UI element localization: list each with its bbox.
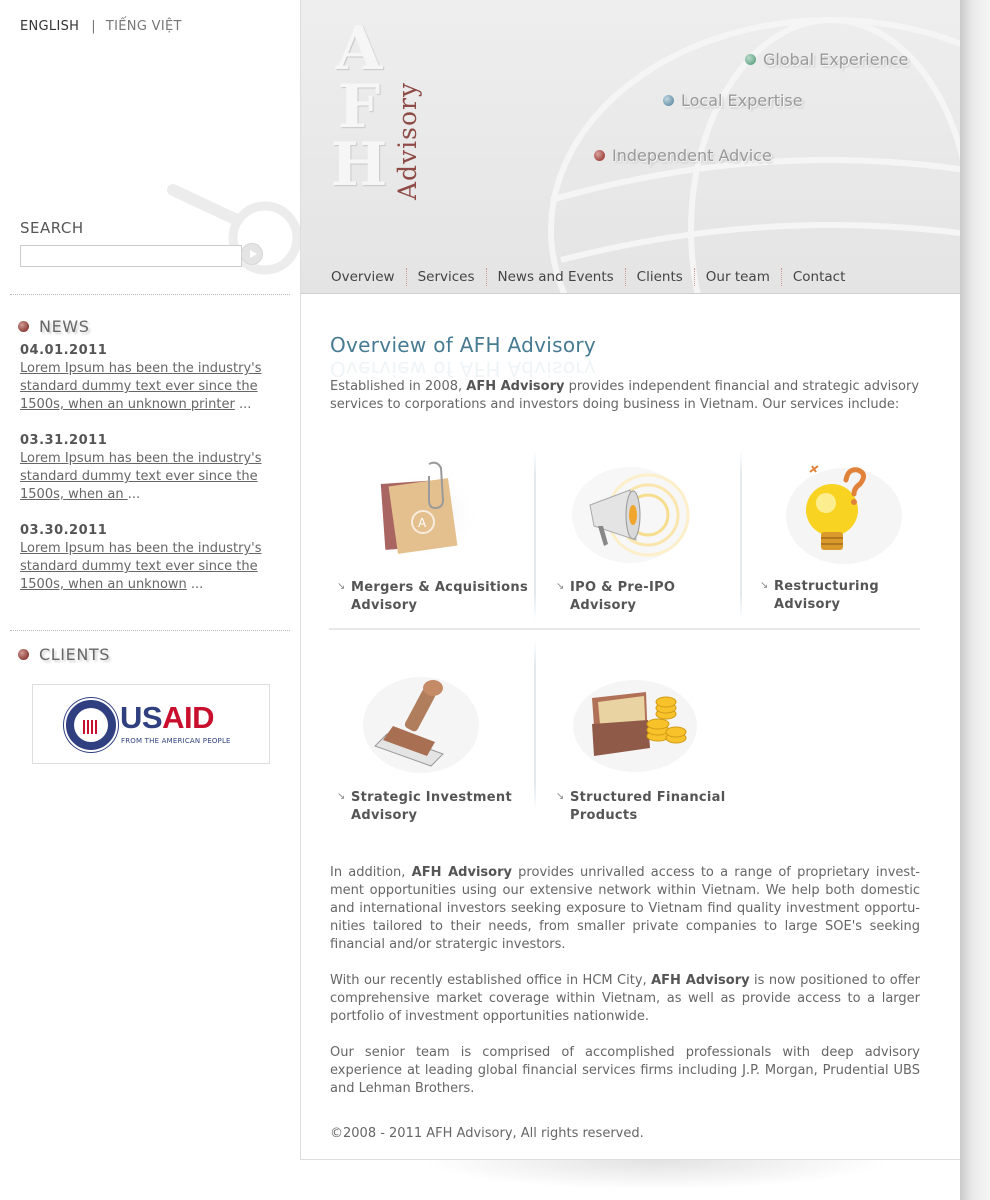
- bullet-icon: [663, 95, 674, 106]
- folder-coins-icon: [570, 674, 700, 784]
- megaphone-icon: [570, 460, 690, 570]
- tagline-global: Global Experience: [745, 50, 908, 69]
- service-ipo[interactable]: [550, 450, 750, 625]
- news-heading: [18, 317, 89, 336]
- news-date: 04.01.2011: [20, 343, 108, 358]
- bullet-icon: [745, 54, 756, 65]
- bullet-icon: [594, 150, 605, 161]
- news-link[interactable]: Lorem Ipsum has been the industry's standard dummy text ever since the 1500s, when an unknown printer: [20, 361, 262, 412]
- copyright-text: ©2008 - 2011 AFH Advisory, All rights reserved.: [330, 1126, 644, 1141]
- arrow-icon: ↘: [760, 580, 769, 591]
- service-label: Strategic Investment Advisory: [351, 790, 512, 823]
- advisory-logo-text: Advisory: [393, 81, 422, 200]
- nav-clients[interactable]: Clients: [626, 268, 695, 286]
- magnifier-decoration-icon: [165, 180, 300, 290]
- news-title: NEWS: [39, 317, 90, 336]
- svg-text:A: A: [418, 516, 427, 530]
- service-label: Structured Financial Products: [570, 790, 726, 823]
- language-english-link[interactable]: ENGLISH: [20, 19, 80, 34]
- page-title-reflection: Overview of AFH Advisory: [330, 357, 597, 381]
- main-content: [300, 0, 960, 1160]
- search-heading: SEARCH: [20, 219, 84, 237]
- header-banner: [301, 0, 960, 294]
- service-mergers-acquisitions[interactable]: [331, 450, 531, 625]
- search-input[interactable]: [20, 245, 242, 267]
- paragraph-office: With our recently established office in HCM City, AFH Advisory is now positioned to offer comprehensive market coverage within Vietnam, as well as provide access to a larger portfolio of investment opportunities nationwide.: [330, 973, 921, 1024]
- divider: [10, 294, 290, 295]
- nav-overview[interactable]: Overview: [320, 268, 407, 286]
- nav-services[interactable]: Services: [407, 268, 487, 286]
- usaid-client-logo[interactable]: [32, 684, 270, 764]
- clients-title: CLIENTS: [39, 645, 111, 664]
- left-sidebar: [0, 0, 300, 1200]
- arrow-icon: ↘: [556, 791, 565, 802]
- stamp-icon: [361, 670, 481, 780]
- paragraph-team: Our senior team is comprised of accomplished professionals with deep advisory experience at leading global financial services firms including J.P. Morgan, Prudential UBS and Lehman Brothers.: [330, 1045, 920, 1096]
- paper-clip-note-icon: [371, 460, 481, 560]
- divider: [10, 630, 290, 631]
- bullet-icon: [18, 649, 29, 660]
- news-item: [20, 432, 270, 504]
- usaid-wordmark: USAID: [120, 700, 214, 735]
- nav-contact[interactable]: Contact: [792, 269, 846, 285]
- news-item: [20, 522, 270, 594]
- nav-news-and-events[interactable]: News and Events: [487, 268, 626, 286]
- language-vietnamese-link[interactable]: TIẾNG VIỆT: [105, 19, 182, 34]
- language-switcher: [20, 19, 182, 34]
- tagline-independent: Independent Advice: [594, 146, 772, 165]
- arrow-icon: ↘: [337, 791, 346, 802]
- service-label: IPO & Pre-IPO Advisory: [570, 580, 676, 613]
- nav-our-team[interactable]: Our team: [695, 268, 782, 286]
- bullet-icon: [18, 321, 29, 332]
- main-nav: [320, 268, 856, 286]
- intro-paragraph: Established in 2008, AFH Advisory provides independent financial and strategic advisory services to corporations and investors doing business in Vietnam. Our services include:: [330, 379, 920, 412]
- arrow-icon: ↘: [556, 581, 565, 592]
- language-separator: |: [91, 19, 96, 34]
- news-more: ...: [238, 397, 252, 412]
- divider: [534, 640, 536, 810]
- search-go-button[interactable]: [241, 243, 263, 265]
- page-edge-shadow: [960, 0, 990, 1200]
- usaid-seal-icon: [64, 698, 118, 752]
- usaid-tagline: FROM THE AMERICAN PEOPLE: [121, 737, 231, 745]
- service-strategic-investment[interactable]: [331, 660, 531, 835]
- footer-shadow: [420, 1160, 890, 1190]
- service-label: Mergers & Acquisitions Advisory: [351, 580, 528, 613]
- news-date: 03.31.2011: [20, 433, 108, 448]
- service-label: Restructuring Advisory: [774, 579, 879, 612]
- tagline-local: Local Expertise: [663, 91, 803, 110]
- news-link[interactable]: Lorem Ipsum has been the industry's standard dummy text ever since the 1500s, when an unknown: [20, 541, 262, 592]
- news-link[interactable]: Lorem Ipsum has been the industry's standard dummy text ever since the 1500s, when an: [20, 451, 262, 502]
- lightbulb-icon: [784, 458, 904, 568]
- service-restructuring[interactable]: [754, 450, 954, 625]
- paragraph-access: In addition, AFH Advisory provides unrivalled access to a range of proprietary invest-ment opportunities using our extensive network within Vietnam. We help both domestic and international investors seeking exposure to Vietnam find quality investment opportu-nities tailored to their needs, from smaller private companies to large SOE's seeking financial and/or stratergic investors.: [330, 865, 920, 952]
- news-more: ...: [127, 487, 141, 502]
- divider: [534, 450, 536, 620]
- service-structured-financial-products[interactable]: [550, 660, 750, 835]
- news-date: 03.30.2011: [20, 523, 108, 538]
- arrow-icon: ↘: [337, 581, 346, 592]
- divider: [329, 628, 920, 630]
- afh-logo-letters: A F H: [330, 14, 388, 200]
- news-more: ...: [190, 577, 204, 592]
- news-item: [20, 342, 270, 414]
- clients-heading: [18, 645, 110, 664]
- page-title: Overview of AFH Advisory: [330, 333, 597, 357]
